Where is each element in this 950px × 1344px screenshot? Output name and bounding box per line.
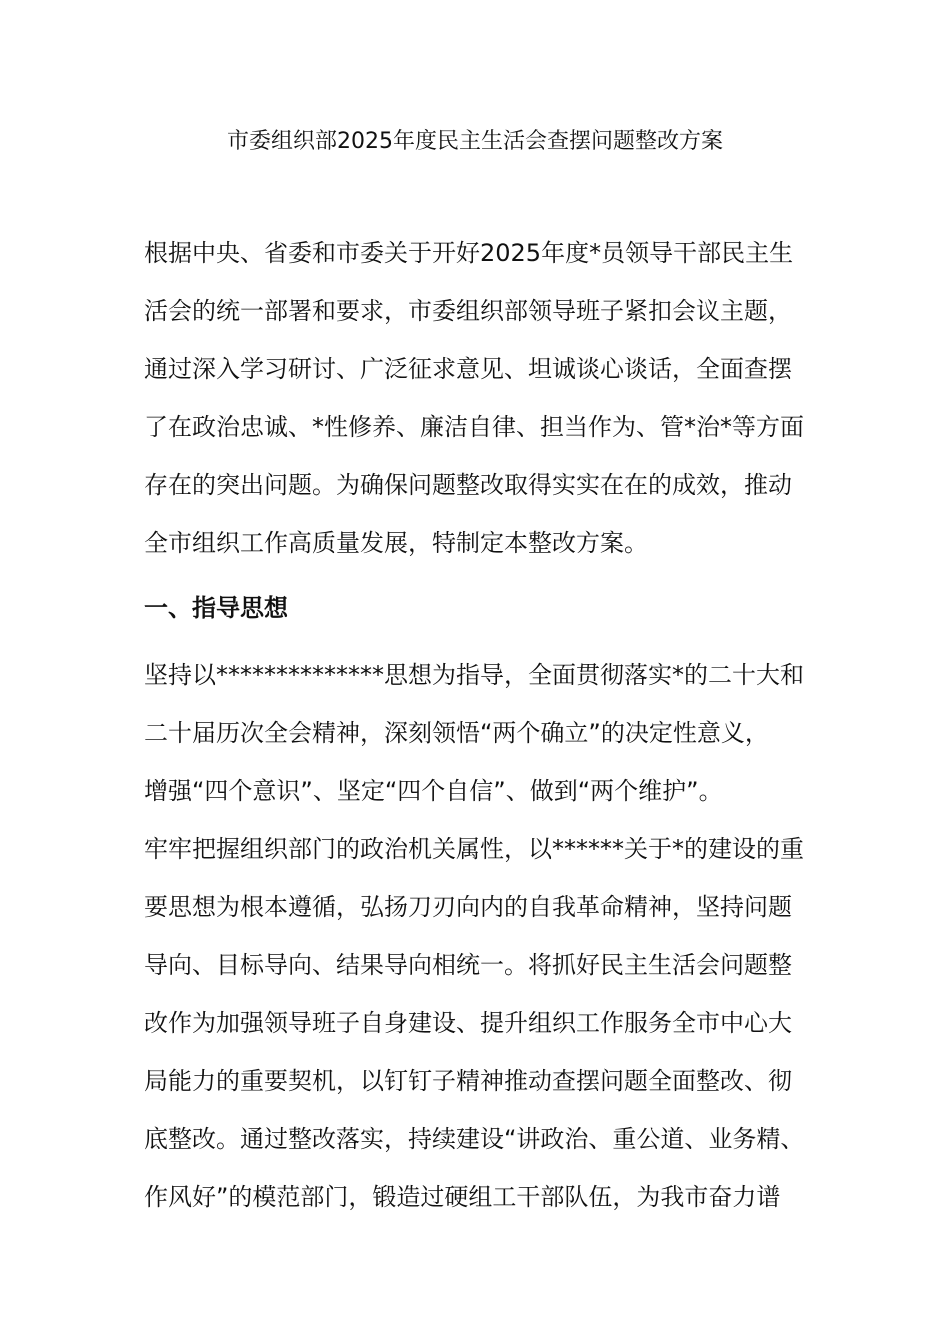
body-line: 二十届历次全会精神，深刻领悟“两个确立”的决定性意义， [144,719,769,747]
body-line: 局能力的重要契机，以钉钉子精神推动查摆问题全面整改、彻 [144,1067,792,1095]
body-line: 作风好”的模范部门，锻造过硬组工干部队伍，为我市奋力谱 [144,1183,781,1211]
intro-line: 活会的统一部署和要求，市委组织部领导班子紧扣会议主题， [144,297,792,325]
section-heading-guiding-ideology: 一、指导思想 [144,594,288,622]
intro-paragraph [144,224,809,572]
intro-line: 通过深入学习研讨、广泛征求意见、坦诚谈心谈话，全面查摆 [144,355,792,383]
body-line: 增强“四个意识”、坚定“四个自信”、做到“两个维护”。 [144,777,723,805]
intro-line: 存在的突出问题。为确保问题整改取得实实在在的成效，推动 [144,471,792,499]
intro-line: 根据中央、省委和市委关于开好2025年度*员领导干部民主生 [144,239,794,267]
document-title: 市委组织部2025年度民主生活会查摆问题整改方案 [227,129,723,154]
body-line: 牢牢把握组织部门的政治机关属性，以******关于*的建设的重 [144,835,804,863]
body-line: 要思想为根本遵循，弘扬刀刃向内的自我革命精神，坚持问题 [144,893,792,921]
body-line: 导向、目标导向、结果导向相统一。将抓好民主生活会问题整 [144,951,792,979]
body-line: 底整改。通过整改落实，持续建设“讲政治、重公道、业务精、 [144,1125,805,1153]
body-line: 坚持以**************思想为指导，全面贯彻落实*的二十大和 [144,661,804,689]
body-line: 改作为加强领导班子自身建设、提升组织工作服务全市中心大 [144,1009,792,1037]
intro-line: 全市组织工作高质量发展，特制定本整改方案。 [144,529,648,557]
intro-line: 了在政治忠诚、*性修养、廉洁自律、担当作为、管*治*等方面 [144,413,804,441]
guiding-ideology-paragraph [144,646,809,1226]
